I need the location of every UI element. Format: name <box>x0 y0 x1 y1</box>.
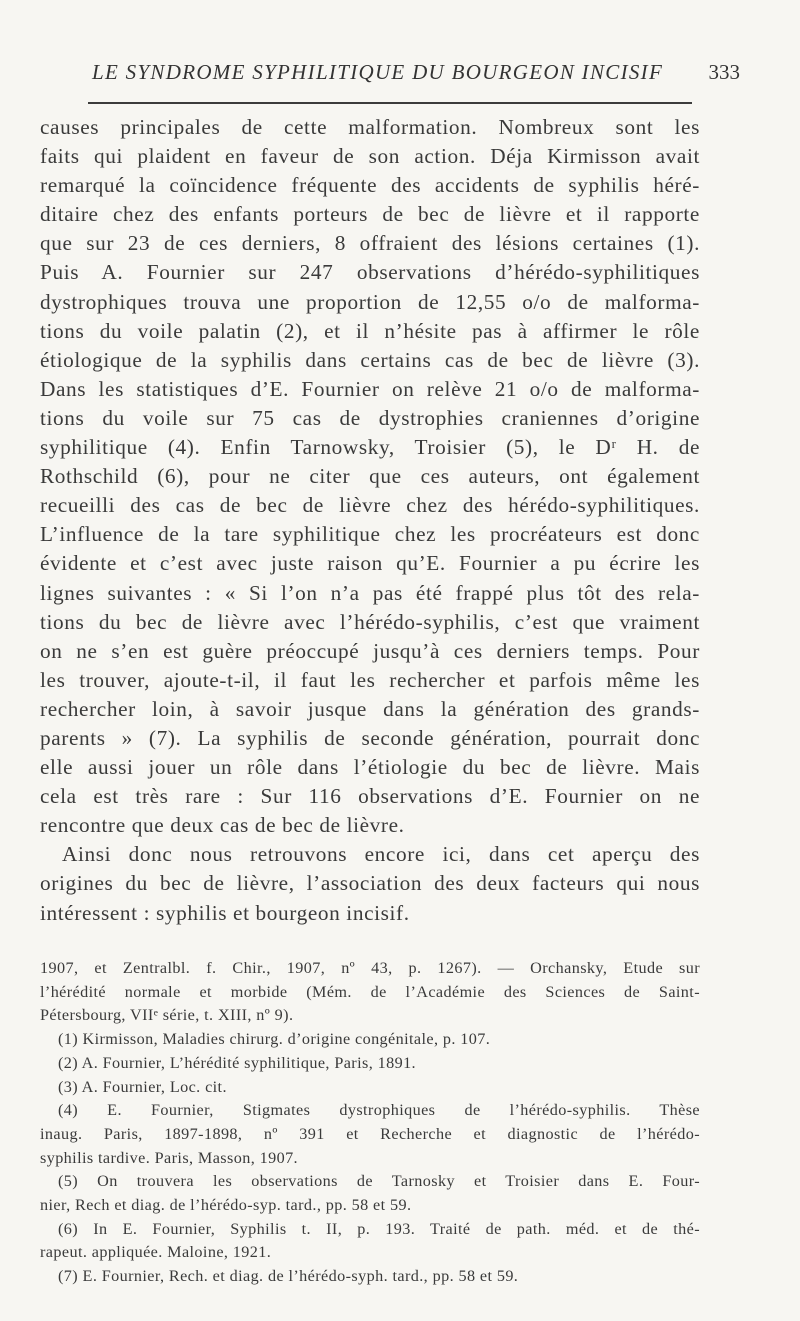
paragraph-2 <box>40 840 700 927</box>
footnote-4-continuation: syphilis tardive. Paris, Masson, 1907. <box>40 1148 299 1167</box>
footnote-number: (2) <box>58 1053 79 1072</box>
footnote-4 <box>40 1099 700 1123</box>
text-line: tions du bec de lièvre avec l’hérédo-syphilis, c’est que vraiment <box>40 609 700 634</box>
footnote-continuation-line: 1907, et Zentralbl. f. Chir., 1907, nº 43, p. 1267). — Orchansky, Etude sur <box>40 959 700 977</box>
text-line: faits qui plaident en faveur de son action. Déja Kirmisson avait <box>40 144 700 169</box>
text-line: Ainsi donc nous retrouvons encore ici, dans cet aperçu des <box>62 842 700 867</box>
footnote-7 <box>40 1265 700 1289</box>
footnote-5 <box>40 1170 700 1194</box>
text-line: ditaire chez des enfants porteurs de bec de lièvre et il rapporte <box>40 202 700 227</box>
text-line: syphilitique (4). Enfin Tarnowsky, Troisier (5), le Dʳ H. de <box>40 435 700 460</box>
text-line: Rothschild (6), pour ne citer que ces auteurs, ont également <box>40 464 700 489</box>
footnote-2 <box>40 1052 700 1076</box>
footnote-text: On trouvera les observations de Tarnosky et Troisier dans E. Four- <box>97 1172 700 1191</box>
text-line: intéressent : syphilis et bourgeon incisif. <box>40 900 410 925</box>
text-line: tions du voile palatin (2), et il n’hésite pas à affirmer le rôle <box>40 318 700 343</box>
footnote-6 <box>40 1218 700 1242</box>
body-text <box>40 113 700 928</box>
footnote-text: In E. Fournier, Syphilis t. II, p. 193. Traité de path. méd. et de thé- <box>93 1219 700 1238</box>
footnote-number: (5) <box>58 1172 79 1191</box>
footnote-4-continuation: inaug. Paris, 1897-1898, nº 391 et Recherche et diagnostic de l’hérédo- <box>40 1124 700 1143</box>
text-line: dystrophiques trouva une proportion de 12,55 o/o de malforma- <box>40 289 700 314</box>
footnote-text: E. Fournier, Stigmates dystrophiques de l’hérédo-syphilis. Thèse <box>107 1101 701 1120</box>
text-line: étiologique de la syphilis dans certains cas de bec de lièvre (3). <box>40 347 700 372</box>
text-line: tions du voile sur 75 cas de dystrophies craniennes d’origine <box>40 405 700 430</box>
text-line: parents » (7). La syphilis de seconde génération, pourrait donc <box>40 725 700 750</box>
running-head <box>40 60 740 92</box>
footnote-text: A. Fournier, L’hérédité syphilitique, Paris, 1891. <box>81 1053 417 1072</box>
text-line: origines du bec de lièvre, l’association des deux facteurs qui nous <box>40 871 700 896</box>
footnote-6-continuation: rapeut. appliquée. Maloine, 1921. <box>40 1243 272 1262</box>
text-line: on ne s’en est guère préoccupé jusqu’à ces derniers temps. Pour <box>40 638 700 663</box>
text-line: évidente et c’est avec juste raison qu’E. Fournier a pu écrire les <box>40 551 700 576</box>
footnotes <box>40 957 700 1289</box>
footnote-number: (7) <box>58 1267 79 1286</box>
text-line: cela est très rare : Sur 116 observations d’E. Fournier on ne <box>40 784 700 809</box>
text-line: Puis A. Fournier sur 247 observations d’hérédo-syphilitiques <box>40 260 700 285</box>
footnote-text: E. Fournier, Rech. et diag. de l’hérédo-syph. tard., pp. 58 et 59. <box>82 1267 519 1286</box>
paragraph-1 <box>40 113 700 840</box>
text-line: rencontre que deux cas de bec de lièvre. <box>40 813 405 838</box>
footnote-5-continuation: nier, Rech et diag. de l’hérédo-syp. tard., pp. 58 et 59. <box>40 1196 412 1215</box>
text-line: que sur 23 de ces derniers, 8 offraient des lésions certaines (1). <box>40 231 700 256</box>
header-rule <box>88 102 692 104</box>
footnote-number: (3) <box>58 1077 79 1096</box>
footnote-continuation-line: Pétersbourg, VIIᵉ série, t. XIII, nº 9). <box>40 1006 294 1025</box>
page-number: 333 <box>708 60 740 84</box>
footnote-continuation-line: l’hérédité normale et morbide (Mém. de l’Académie des Sciences de Saint- <box>40 982 700 1001</box>
footnote-number: (4) <box>58 1101 79 1120</box>
footnote-1 <box>40 1028 700 1052</box>
text-line: causes principales de cette malformation. Nombreux sont les <box>40 115 700 139</box>
footnote-number: (1) <box>58 1030 79 1049</box>
footnote-3 <box>40 1076 700 1100</box>
text-line: recueilli des cas de bec de lièvre chez des hérédo-syphilitiques. <box>40 493 700 518</box>
footnote-text: A. Fournier, Loc. cit. <box>81 1077 227 1096</box>
footnote-text: Kirmisson, Maladies chirurg. d’origine congénitale, p. 107. <box>82 1030 491 1049</box>
running-title: LE SYNDROME SYPHILITIQUE DU BOURGEON INCISIF <box>92 60 664 84</box>
text-line: rechercher loin, à savoir jusque dans la génération des grands- <box>40 696 700 721</box>
text-line: L’influence de la tare syphilitique chez les procréateurs est donc <box>40 522 700 547</box>
text-line: Dans les statistiques d’E. Fournier on relève 21 o/o de malforma- <box>40 376 700 401</box>
text-line: les trouver, ajoute-t-il, il faut les rechercher et parfois même les <box>40 667 700 692</box>
footnote-number: (6) <box>58 1219 79 1238</box>
text-line: elle aussi jouer un rôle dans l’étiologie du bec de lièvre. Mais <box>40 755 700 780</box>
text-line: remarqué la coïncidence fréquente des accidents de syphilis héré- <box>40 173 700 198</box>
text-line: lignes suivantes : « Si l’on n’a pas été frappé plus tôt des rela- <box>40 580 700 605</box>
